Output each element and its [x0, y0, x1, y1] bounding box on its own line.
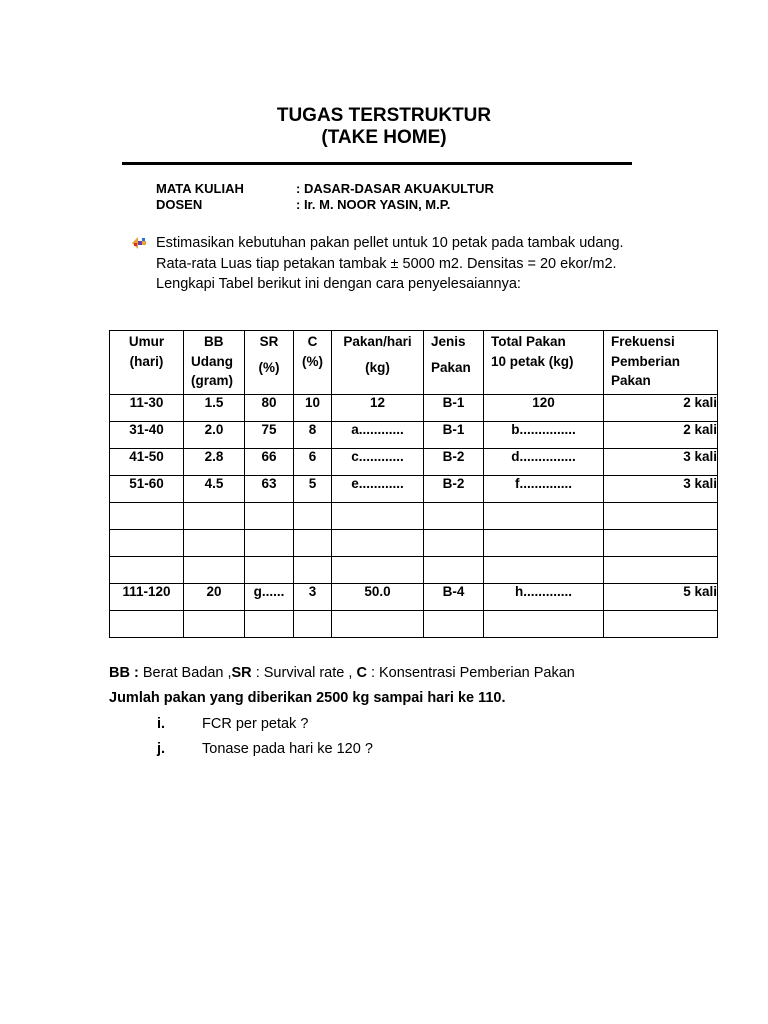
- cell-bb: 2.0: [184, 422, 245, 449]
- cell-umur: 11-30: [110, 395, 184, 422]
- header-sr-line: (%): [258, 359, 280, 375]
- cell-bb: 4.5: [184, 476, 245, 503]
- cell-sr: 63: [245, 476, 294, 503]
- feed-table: [109, 330, 718, 638]
- table-row: [110, 395, 718, 422]
- table-row: [110, 530, 718, 557]
- cell-pakan-hari: c............: [332, 449, 424, 476]
- table-body: [110, 395, 718, 638]
- header-c-line: (%): [302, 353, 323, 369]
- header-bb-line: Udang: [191, 353, 233, 369]
- cell-total: d...............: [484, 449, 604, 476]
- table-row: [110, 557, 718, 584]
- table-header-row: [110, 331, 718, 395]
- cell-frekuensi: [604, 530, 718, 557]
- cell-umur: 41-50: [110, 449, 184, 476]
- cell-c: [294, 530, 332, 557]
- cell-bb: [184, 611, 245, 638]
- cell-sr: 66: [245, 449, 294, 476]
- cell-umur: 51-60: [110, 476, 184, 503]
- cell-frekuensi: 5 kali: [604, 584, 718, 611]
- cell-umur: [110, 530, 184, 557]
- cell-umur: 31-40: [110, 422, 184, 449]
- header-jenis: [424, 331, 484, 395]
- document-subtitle: (TAKE HOME): [321, 127, 447, 148]
- cell-bb: 20: [184, 584, 245, 611]
- header-frekuensi: [604, 331, 718, 395]
- header-bb-line: BB: [204, 334, 224, 349]
- cell-total: [484, 557, 604, 584]
- header-total: [484, 331, 604, 395]
- total-feed-statement: Jumlah pakan yang diberikan 2500 kg sampai hari ke 110.: [109, 690, 506, 706]
- cell-total: b...............: [484, 422, 604, 449]
- header-umur-line: (hari): [129, 353, 164, 369]
- header-umur: [110, 331, 184, 395]
- header-sr-line: SR: [259, 334, 279, 349]
- course-label: MATA KULIAH: [156, 181, 244, 196]
- cell-c: 3: [294, 584, 332, 611]
- sr-text: : Survival rate ,: [251, 665, 357, 681]
- cell-sr: 75: [245, 422, 294, 449]
- question-j-label: j.: [157, 741, 166, 757]
- title-divider: [122, 162, 632, 165]
- header-umur-line: Umur: [128, 334, 165, 349]
- cell-jenis: B-4: [424, 584, 484, 611]
- header-pakan-hari: [332, 331, 424, 395]
- cell-pakan-hari: [332, 611, 424, 638]
- cell-jenis: [424, 503, 484, 530]
- lecturer-label: DOSEN: [156, 197, 203, 212]
- header-pakan-hari-line: (kg): [365, 359, 390, 375]
- cell-bb: [184, 503, 245, 530]
- cell-frekuensi: 2 kali: [604, 395, 718, 422]
- cell-bb: 2.8: [184, 449, 245, 476]
- cell-pakan-hari: [332, 557, 424, 584]
- course-value: : DASAR-DASAR AKUAKULTUR: [296, 181, 494, 196]
- cell-umur: [110, 611, 184, 638]
- header-total-line: 10 petak (kg): [491, 353, 574, 369]
- cell-frekuensi: [604, 611, 718, 638]
- meta-lecturer: [156, 197, 451, 213]
- cell-c: 8: [294, 422, 332, 449]
- table-row: [110, 584, 718, 611]
- bb-key: BB :: [109, 665, 139, 681]
- c-key: C: [356, 665, 367, 681]
- cell-frekuensi: 3 kali: [604, 449, 718, 476]
- c-text: : Konsentrasi Pemberian Pakan: [366, 665, 575, 681]
- cell-c: 5: [294, 476, 332, 503]
- table-row: [110, 449, 718, 476]
- cell-total: 120: [484, 395, 604, 422]
- header-frekuensi-line: Pakan: [611, 373, 651, 388]
- cell-pakan-hari: 50.0: [332, 584, 424, 611]
- header-frekuensi-line: Pemberian: [611, 353, 681, 369]
- cell-c: 6: [294, 449, 332, 476]
- cell-sr: g......: [245, 584, 294, 611]
- header-bb-line: (gram): [191, 373, 234, 388]
- bullet-pointer-icon: [131, 236, 147, 250]
- question-i-label: i.: [157, 716, 166, 732]
- cell-bb: [184, 557, 245, 584]
- cell-jenis: B-2: [424, 476, 484, 503]
- cell-sr: [245, 530, 294, 557]
- cell-jenis: B-2: [424, 449, 484, 476]
- question-i-text: FCR per petak ?: [202, 716, 309, 732]
- cell-bb: [184, 530, 245, 557]
- document-title: TUGAS TERSTRUKTUR: [276, 105, 492, 126]
- header-jenis-line: Jenis: [431, 334, 466, 349]
- cell-sr: [245, 557, 294, 584]
- header-pakan-hari-line: Pakan/hari: [343, 334, 412, 349]
- meta-course: [156, 181, 494, 197]
- cell-jenis: [424, 557, 484, 584]
- header-c: [294, 331, 332, 395]
- cell-bb: 1.5: [184, 395, 245, 422]
- cell-pakan-hari: e............: [332, 476, 424, 503]
- cell-jenis: [424, 611, 484, 638]
- table-row: [110, 476, 718, 503]
- question-j-text: Tonase pada hari ke 120 ?: [202, 741, 373, 757]
- cell-frekuensi: [604, 557, 718, 584]
- cell-pakan-hari: [332, 530, 424, 557]
- lecturer-value: : Ir. M. NOOR YASIN, M.P.: [296, 197, 451, 212]
- header-frekuensi-line: Frekuensi: [611, 334, 675, 349]
- cell-pakan-hari: [332, 503, 424, 530]
- cell-pakan-hari: a............: [332, 422, 424, 449]
- cell-jenis: [424, 530, 484, 557]
- header-sr: [245, 331, 294, 395]
- cell-pakan-hari: 12: [332, 395, 424, 422]
- cell-umur: 111-120: [110, 584, 184, 611]
- header-c-line: C: [307, 334, 318, 349]
- abbreviation-legend: [109, 664, 575, 682]
- cell-total: h.............: [484, 584, 604, 611]
- cell-jenis: B-1: [424, 395, 484, 422]
- cell-total: f..............: [484, 476, 604, 503]
- cell-total: [484, 611, 604, 638]
- table-row: [110, 422, 718, 449]
- cell-umur: [110, 503, 184, 530]
- cell-frekuensi: 3 kali: [604, 476, 718, 503]
- header-jenis-line: Pakan: [431, 359, 471, 375]
- header-bb: [184, 331, 245, 395]
- cell-frekuensi: [604, 503, 718, 530]
- cell-jenis: B-1: [424, 422, 484, 449]
- cell-sr: [245, 611, 294, 638]
- cell-c: 10: [294, 395, 332, 422]
- cell-c: [294, 503, 332, 530]
- cell-umur: [110, 557, 184, 584]
- cell-total: [484, 503, 604, 530]
- sr-key: SR: [231, 665, 252, 681]
- cell-total: [484, 530, 604, 557]
- header-total-line: Total Pakan: [491, 334, 566, 349]
- instruction-line-1: Estimasikan kebutuhan pakan pellet untuk 10 petak pada tambak udang.: [156, 235, 624, 251]
- table-row: [110, 503, 718, 530]
- cell-c: [294, 557, 332, 584]
- cell-sr: 80: [245, 395, 294, 422]
- cell-sr: [245, 503, 294, 530]
- table-row: [110, 611, 718, 638]
- cell-c: [294, 611, 332, 638]
- cell-frekuensi: 2 kali: [604, 422, 718, 449]
- instruction-line-3: Lengkapi Tabel berikut ini dengan cara penyelesaiannya:: [156, 276, 521, 292]
- instruction-line-2: Rata-rata Luas tiap petakan tambak ± 5000 m2. Densitas = 20 ekor/m2.: [156, 256, 617, 272]
- bb-text: Berat Badan ,: [138, 665, 232, 681]
